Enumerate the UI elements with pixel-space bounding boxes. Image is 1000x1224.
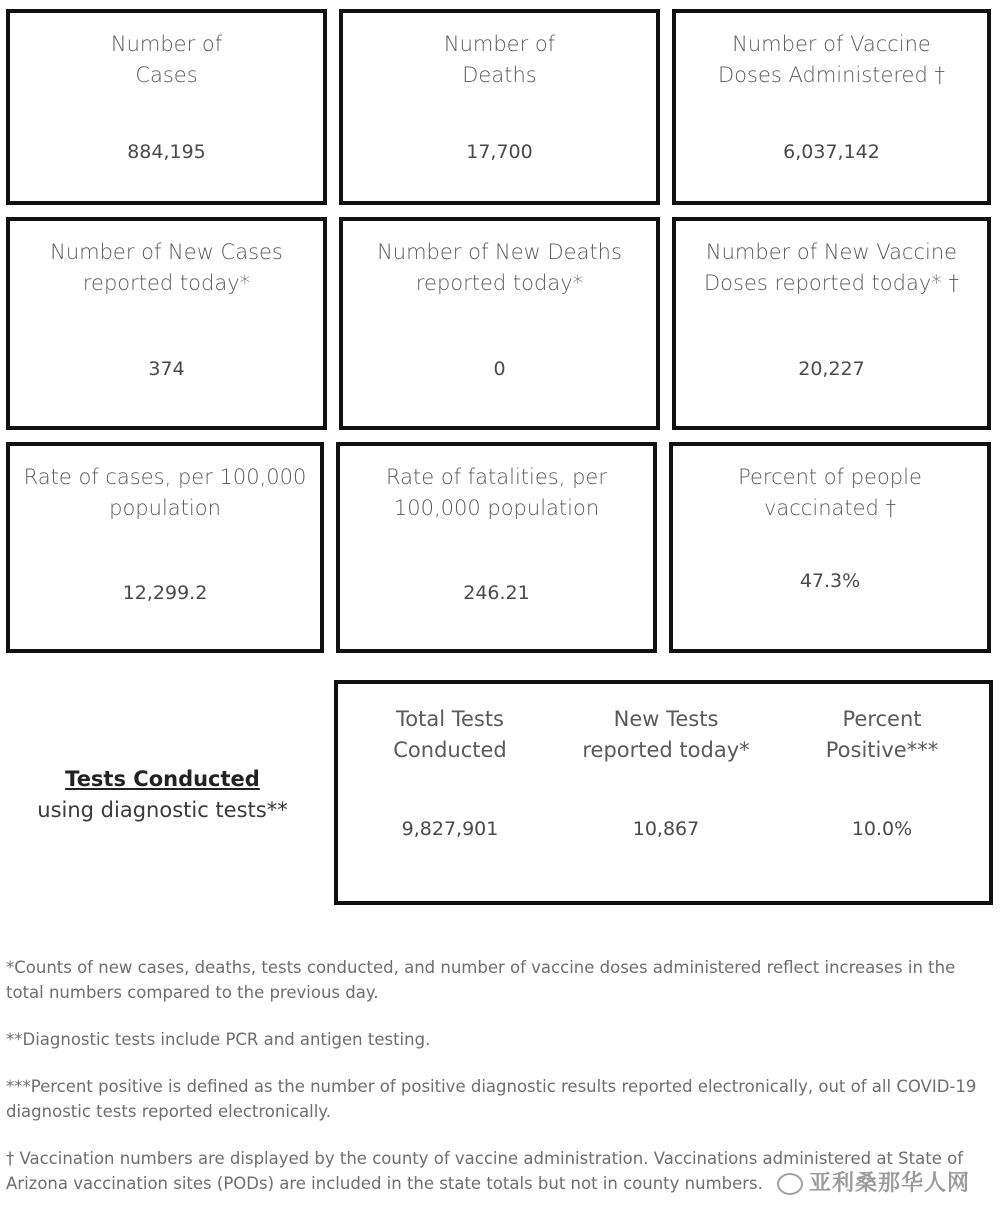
card-value: 246.21 xyxy=(463,582,530,604)
card-new-cases xyxy=(6,217,327,430)
tests-column-new xyxy=(566,704,766,840)
card-deaths xyxy=(339,9,660,205)
card-percent-vaccinated xyxy=(669,442,991,653)
card-label: Number of New Cases reported today* xyxy=(50,240,283,295)
card-vaccine-doses xyxy=(672,9,991,205)
tests-column-label: Percent Positive*** xyxy=(825,707,939,762)
card-label: Rate of cases, per 100,000 population xyxy=(23,465,307,520)
footnote: **Diagnostic tests include PCR and antigen testing. xyxy=(6,1030,431,1049)
card-label: Number of New Deaths reported today* xyxy=(377,240,622,295)
chat-bubble-icon xyxy=(777,1173,803,1195)
card-new-deaths xyxy=(339,217,660,430)
card-case-rate xyxy=(6,442,324,653)
footnote: *Counts of new cases, deaths, tests conducted, and number of vaccine doses administered reflect increases in the total numbers compared to the previous day. xyxy=(6,958,956,1002)
tests-subtitle: using diagnostic tests** xyxy=(37,798,288,822)
card-value: 884,195 xyxy=(127,141,206,163)
card-value: 20,227 xyxy=(798,358,865,380)
tests-title: Tests Conducted xyxy=(65,767,260,791)
card-label: Number of Vaccine Doses Administered † xyxy=(718,32,945,87)
card-label: Number of Cases xyxy=(110,32,223,87)
card-value: 374 xyxy=(148,358,185,380)
card-value: 6,037,142 xyxy=(783,141,880,163)
tests-heading xyxy=(0,764,325,826)
watermark xyxy=(777,1166,970,1197)
watermark-text: 亚利桑那华人网 xyxy=(808,1171,970,1196)
card-label: Number of New Vaccine Doses reported today* † xyxy=(704,240,959,295)
tests-column-value: 10,867 xyxy=(632,818,700,840)
tests-column-total xyxy=(350,704,550,840)
footnote: † Vaccination numbers are displayed by the county of vaccine administration. Vaccinations administered at State of Arizona vaccination sites (PODs) are included in the state totals but not in county numbers. xyxy=(6,1149,963,1193)
tests-column-value: 9,827,901 xyxy=(401,818,499,840)
card-new-vaccine-doses xyxy=(672,217,991,430)
card-fatality-rate xyxy=(336,442,657,653)
tests-column-positive xyxy=(782,704,982,840)
card-value: 0 xyxy=(493,358,506,380)
footnote: ***Percent positive is defined as the number of positive diagnostic results reported electronically, out of all COVID-19 diagnostic tests reported electronically. xyxy=(6,1077,977,1121)
card-value: 47.3% xyxy=(799,570,861,592)
tests-column-value: 10.0% xyxy=(851,818,913,840)
tests-panel xyxy=(334,680,993,905)
tests-column-label: Total Tests Conducted xyxy=(393,707,507,762)
card-value: 12,299.2 xyxy=(122,582,208,604)
card-cases xyxy=(6,9,327,205)
card-label: Percent of people vaccinated † xyxy=(738,465,922,520)
card-label: Rate of fatalities, per 100,000 population xyxy=(386,465,607,520)
card-label: Number of Deaths xyxy=(443,32,556,87)
tests-column-label: New Tests reported today* xyxy=(582,707,750,762)
card-value: 17,700 xyxy=(466,141,533,163)
